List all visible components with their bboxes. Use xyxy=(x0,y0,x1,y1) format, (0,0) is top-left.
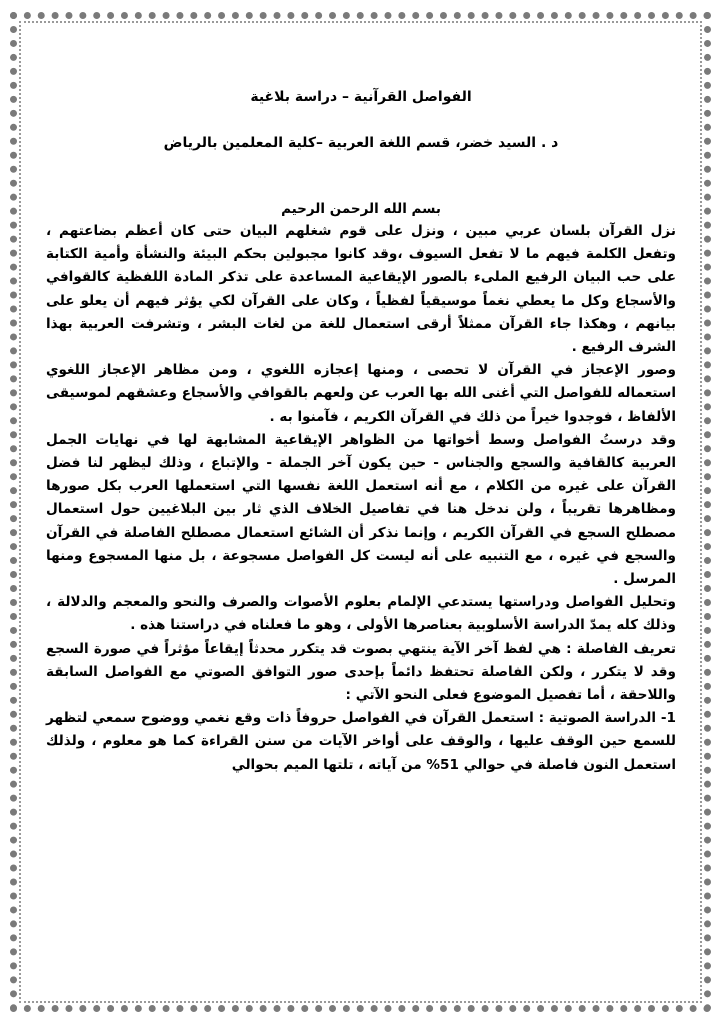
document-body xyxy=(46,86,676,777)
basmala-heading: بسم الله الرحمن الرحيم xyxy=(281,201,441,217)
document-author: د . السيد خضر، قسم اللغة العربية –كلية المعلمين بالرياض xyxy=(163,135,559,151)
paragraph-intro: نزل القرآن بلسان عربي مبين ، ونزل على قوم شغلهم البيان حتى كان أعظم بضاعتهم ، وتفعل الكلمة فيهم ما لا تفعل السيوف ،وقد كانوا مجبولين بحكم البيئة والنشأة وأمية الكتابة على حب البيان الرفيع الملىء بالصور الإيقاعية المساعدة على تذكر المادة اللفظية كالقوافي والأسجاع وكل ما يعطي نغماً موسيقياً لفظياً ، وكان على القرآن لكي يؤثر فيهم أن يعلو على بيانهم ، وهكذا جاء القرآن ممثلاً أرقى استعمال للغة من لغات البشر ، وتشرفت العربية بهذا الشرف الرفيع . xyxy=(46,223,676,356)
paragraph-definition: تعريف الفاصلة : هي لفظ آخر الآية ينتهي بصوت قد يتكرر محدثاً إيقاعاً مؤثراً في صورة السجع وقد لا يتكرر ، ولكن الفاصلة تحتفظ دائماً بإحدى صور التوافق الصوتي مع الفواصل السابقة واللاحقة ، أما تفصيل الموضوع فعلى النحو الآتي : xyxy=(46,640,676,704)
paragraph-study: وقد درستُ الفواصل وسط أخواتها من الظواهر الإيقاعية المشابهة لها في نهايات الجمل العربية كالقافية والسجع والجناس - حين يكون آخر الجملة - والإتباع ، وذلك ليظهر لنا فضل القرآن على غيره من الكلام ، مع أنه استعمل اللغة نفسها التي استعملها العرب بكل صورها ومظاهرها تقريباً ، ولن ندخل هنا في تفاصيل الخلاف الذي ثار بين البلاغيين حول استعمال مصطلح السجع في القرآن الكريم ، وإنما نذكر أن الشائع استعمال مصطلح الفاصلة في القرآن والسجع في غيره ، مع التنبيه على أنه ليست كل الفواصل مسجوعة ، بل منها المسجوع ومنها المرسل . xyxy=(46,431,676,588)
document-title: الفواصل القرآنية – دراسة بلاغية xyxy=(250,89,472,105)
paragraph-phonetic: 1- الدراسة الصوتية : استعمل القرآن في الفواصل حروفاً ذات وقع نغمي ووضوح سمعي لتظهر للسمع حين الوقف عليها ، والوقف على أواخر الآيات من سنن القراءة كما هو معلوم ، ولذلك استعمل النون فاصلة في حوالي 51% من آياته ، تلتها الميم بحوالي xyxy=(46,710,676,773)
paragraph-analysis: وتحليل الفواصل ودراستها يستدعي الإلمام بعلوم الأصوات والصرف والنحو والمعجم والدلالة ، وذلك كله يمدّ الدراسة الأسلوبية بعناصرها الأولى ، وهو ما فعلناه في دراستنا هذه . xyxy=(46,594,676,634)
paragraph-miracle: وصور الإعجاز في القرآن لا تحصى ، ومنها إعجازه اللغوي ، ومن مظاهر الإعجاز اللغوي استعماله للفواصل التي أغنى الله بها العرب عن ولعهم بالقوافي والأسجاع وعشقهم لموسيقى الألفاظ ، فوجدوا خيراً من ذلك في القرآن الكريم ، فآمنوا به . xyxy=(46,362,676,425)
